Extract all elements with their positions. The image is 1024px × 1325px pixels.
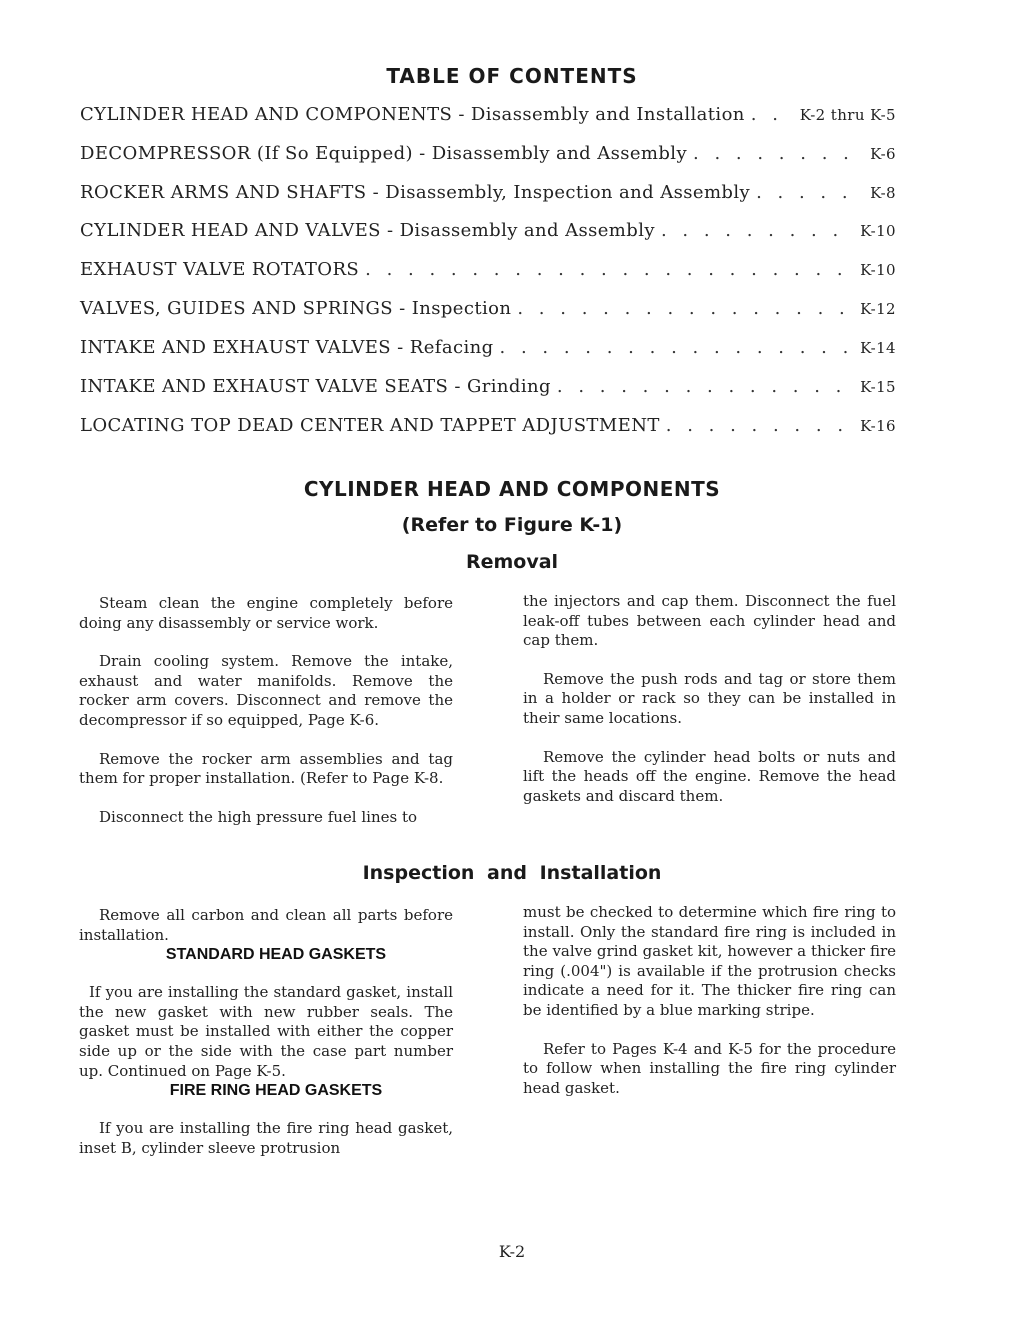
toc-leader bbox=[661, 220, 850, 241]
toc-entry bbox=[80, 220, 896, 246]
paragraph: If you are installing the standard gasket, install the new gasket with new rubber seals. The gasket must be installed with either the copper side up or the side with the case part number up. Continued on Page K-5. bbox=[79, 983, 453, 1080]
removal-heading: Removal bbox=[465, 551, 559, 573]
toc-entry-title: INTAKE AND EXHAUST VALVE SEATS - Grinding bbox=[80, 376, 551, 397]
toc-entry bbox=[80, 259, 896, 285]
section-subtitle: (Refer to Figure K-1) bbox=[401, 514, 623, 536]
toc-entry-page: K-8 bbox=[870, 184, 896, 202]
paragraph: Refer to Pages K-4 and K-5 for the procedure to follow when installing the fire ring cylinder head gasket. bbox=[523, 1039, 896, 1097]
section-title: CYLINDER HEAD AND COMPONENTS bbox=[303, 477, 721, 501]
paragraph: Remove the rocker arm assemblies and tag them for proper installation. (Refer to Page K-8. bbox=[79, 749, 453, 788]
toc-entry-page: K-10 bbox=[860, 222, 896, 240]
toc-entry bbox=[80, 415, 896, 441]
toc-entry bbox=[80, 298, 896, 324]
toc-entry-page: K-2 thru K-5 bbox=[799, 106, 896, 124]
toc-entry-title: CYLINDER HEAD AND COMPONENTS - Disassembly and Installation bbox=[80, 104, 745, 125]
toc-entry-page: K-14 bbox=[860, 339, 896, 357]
inspection-right-column bbox=[523, 903, 896, 1117]
standard-gaskets-heading: STANDARD HEAD GASKETS bbox=[165, 946, 387, 964]
paragraph: If you are installing the fire ring head gasket, inset B, cylinder sleeve protrusion bbox=[79, 1119, 453, 1157]
toc-leader bbox=[500, 337, 850, 358]
toc-entry-page: K-10 bbox=[860, 261, 896, 279]
toc-leader bbox=[365, 259, 850, 280]
paragraph: Steam clean the engine completely before doing any disassembly or service work. bbox=[79, 594, 453, 632]
paragraph: Disconnect the high pressure fuel lines to bbox=[99, 807, 418, 826]
paragraph: the injectors and cap them. Disconnect the fuel leak-off tubes between each cylinder head and cap them. bbox=[523, 592, 896, 650]
toc-entry-title: VALVES, GUIDES AND SPRINGS - Inspection bbox=[80, 298, 512, 319]
toc-entry-page: K-15 bbox=[860, 378, 896, 396]
toc-entry-title: INTAKE AND EXHAUST VALVES - Refacing bbox=[80, 337, 494, 358]
toc-entry bbox=[80, 376, 896, 402]
toc-entry-page: K-6 bbox=[870, 145, 896, 163]
toc-entry-title: CYLINDER HEAD AND VALVES - Disassembly and Assembly bbox=[80, 220, 655, 241]
toc-entry-title: EXHAUST VALVE ROTATORS bbox=[80, 259, 360, 280]
toc-title: TABLE OF CONTENTS bbox=[386, 64, 638, 88]
page-number: K-2 bbox=[498, 1242, 526, 1261]
toc-leader bbox=[666, 415, 850, 436]
toc-entry-title: ROCKER ARMS AND SHAFTS - Disassembly, Inspection and Assembly bbox=[80, 182, 751, 203]
toc-entry bbox=[80, 182, 896, 208]
inspection-left-column bbox=[79, 906, 453, 1158]
toc-leader bbox=[751, 104, 794, 125]
paragraph: Drain cooling system. Remove the intake, exhaust and water manifolds. Remove the rocker arm covers. Disconnect and remove the decompressor if so equipped, Page K-6. bbox=[79, 652, 453, 729]
toc-entry bbox=[80, 143, 896, 169]
paragraph: Remove the push rods and tag or store them in a holder or rack so they can be installed in their same locations. bbox=[523, 669, 896, 727]
toc-entry bbox=[80, 104, 896, 130]
fire-ring-gaskets-heading: FIRE RING HEAD GASKETS bbox=[169, 1082, 383, 1100]
toc-leader bbox=[693, 143, 850, 164]
removal-right-column bbox=[523, 592, 896, 825]
paragraph: must be checked to determine which fire ring to install. Only the standard fire ring is included in the valve grind gasket kit, however a thicker fire ring (.004") is available if the protrusion checks indicate a need for it. The thicker fire ring can be identified by a blue marking stripe. bbox=[523, 903, 896, 1019]
inspection-heading: Inspection and Installation bbox=[362, 862, 662, 884]
toc-entry bbox=[80, 337, 896, 363]
toc-leader bbox=[557, 376, 850, 397]
toc-entry-title: DECOMPRESSOR (If So Equipped) - Disassembly and Assembly bbox=[80, 143, 688, 164]
toc-entry-title: LOCATING TOP DEAD CENTER AND TAPPET ADJUSTMENT bbox=[80, 415, 660, 436]
toc-entry-page: K-12 bbox=[860, 300, 896, 318]
toc-leader bbox=[756, 182, 850, 203]
toc-entry-page: K-16 bbox=[860, 417, 896, 435]
toc-leader bbox=[517, 298, 850, 319]
removal-left-column bbox=[79, 594, 453, 846]
paragraph: Remove the cylinder head bolts or nuts and lift the heads off the engine. Remove the head gaskets and discard them. bbox=[523, 747, 896, 805]
paragraph: Remove all carbon and clean all parts before installation. bbox=[79, 906, 453, 944]
